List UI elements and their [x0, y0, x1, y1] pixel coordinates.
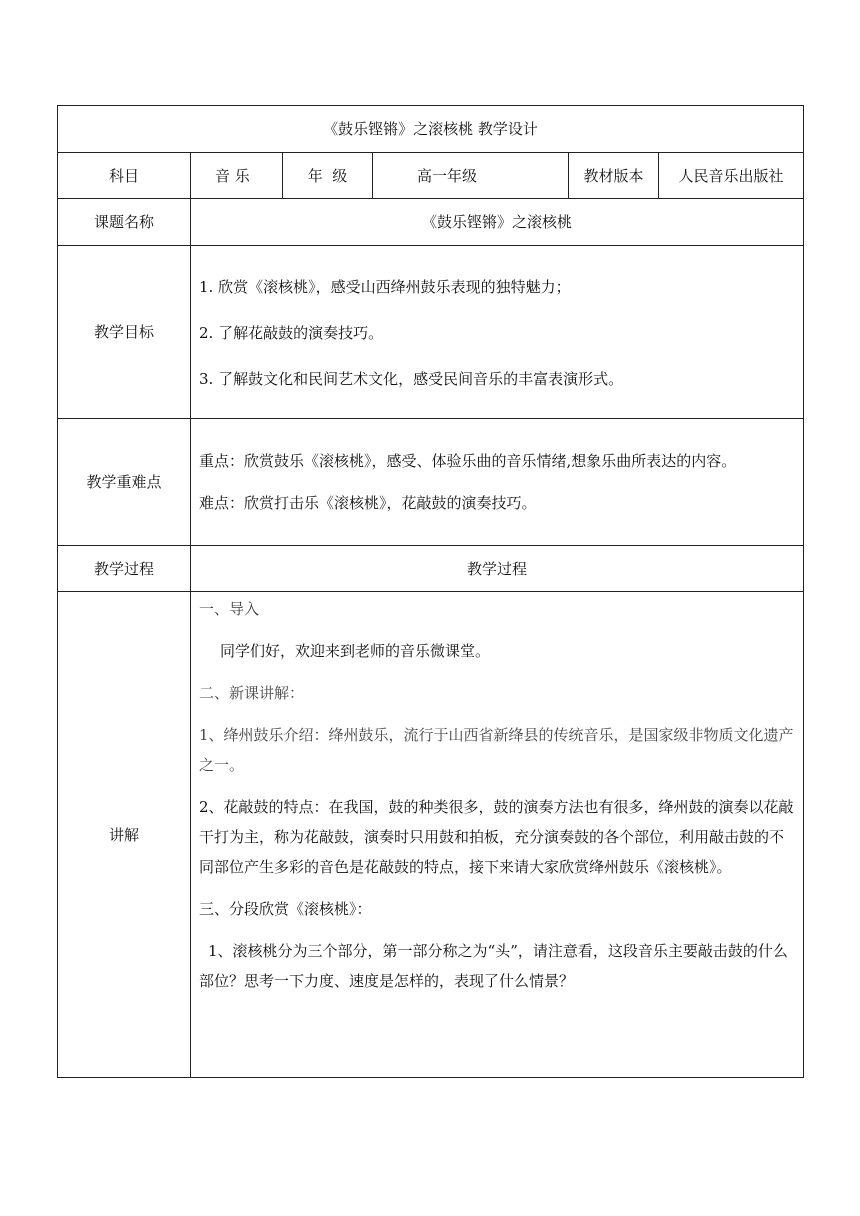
- process-header-row: [58, 546, 804, 592]
- subject-label: 科目: [58, 153, 191, 199]
- key-points-row: [58, 419, 804, 546]
- lecture-paragraph: 1、滚核桃分为三个部分，第一部分称之为“头”，请注意看，这段音乐主要敲击鼓的什么部位？思考一下力度、速度是怎样的，表现了什么情景？: [199, 942, 788, 990]
- objectives-content: [191, 246, 804, 419]
- objective-item: 3. 了解鼓文化和民间艺术文化，感受民间音乐的丰富表演形式。: [199, 370, 624, 388]
- document-title: 《鼓乐铿锵》之滚核桃 教学设计: [58, 106, 804, 153]
- section-heading: 一、导入: [199, 600, 260, 618]
- section-heading: 二、新课讲解：: [199, 684, 305, 702]
- process-header: 教学过程: [191, 546, 804, 592]
- process-label: 教学过程: [58, 546, 191, 592]
- grade-label: 年 级: [283, 153, 373, 199]
- objectives-label: 教学目标: [58, 246, 191, 419]
- subject-value: 音 乐: [191, 153, 283, 199]
- focus-text: 重点：欣赏鼓乐《滚核桃》，感受、体验乐曲的音乐情绪,想象乐曲所表达的内容。: [199, 452, 737, 470]
- topic-row: [58, 199, 804, 246]
- lecture-label: 讲解: [58, 592, 191, 1078]
- lecture-paragraph: 1、绛州鼓乐介绍：绛州鼓乐，流行于山西省新绛县的传统音乐，是国家级非物质文化遗产之一。: [199, 726, 794, 774]
- section-heading: 三、分段欣赏《滚核桃》：: [199, 900, 372, 918]
- topic-value: 《鼓乐铿锵》之滚核桃: [191, 199, 804, 246]
- lecture-paragraph: 2、花敲鼓的特点：在我国，鼓的种类很多，鼓的演奏方法也有很多，绛州鼓的演奏以花敲干打为主，称为花敲鼓，演奏时只用鼓和拍板，充分演奏鼓的各个部位，利用敲击鼓的不同部位产生多彩的音色是花敲鼓的特点，接下来请大家欣赏绛州鼓乐《滚核桃》。: [199, 798, 794, 876]
- objective-item: 1. 欣赏《滚核桃》，感受山西绛州鼓乐表现的独特魅力；: [199, 278, 571, 296]
- info-row: [58, 153, 804, 199]
- key-points-label: 教学重难点: [58, 419, 191, 546]
- title-row: [58, 106, 804, 153]
- difficulty-text: 难点：欣赏打击乐《滚核桃》，花敲鼓的演奏技巧。: [199, 494, 537, 512]
- edition-value: 人民音乐出版社: [659, 153, 804, 199]
- lecture-content: [191, 592, 804, 1078]
- grade-value: 高一年级: [373, 153, 569, 199]
- lecture-paragraph: 同学们好，欢迎来到老师的音乐微课堂。: [220, 642, 491, 660]
- topic-label: 课题名称: [58, 199, 191, 246]
- edition-label: 教材版本: [569, 153, 659, 199]
- objectives-row: [58, 246, 804, 419]
- lecture-row: [58, 592, 804, 1078]
- objective-item: 2. 了解花敲鼓的演奏技巧。: [199, 324, 384, 342]
- lesson-plan-table: [57, 105, 804, 1078]
- key-points-content: [191, 419, 804, 546]
